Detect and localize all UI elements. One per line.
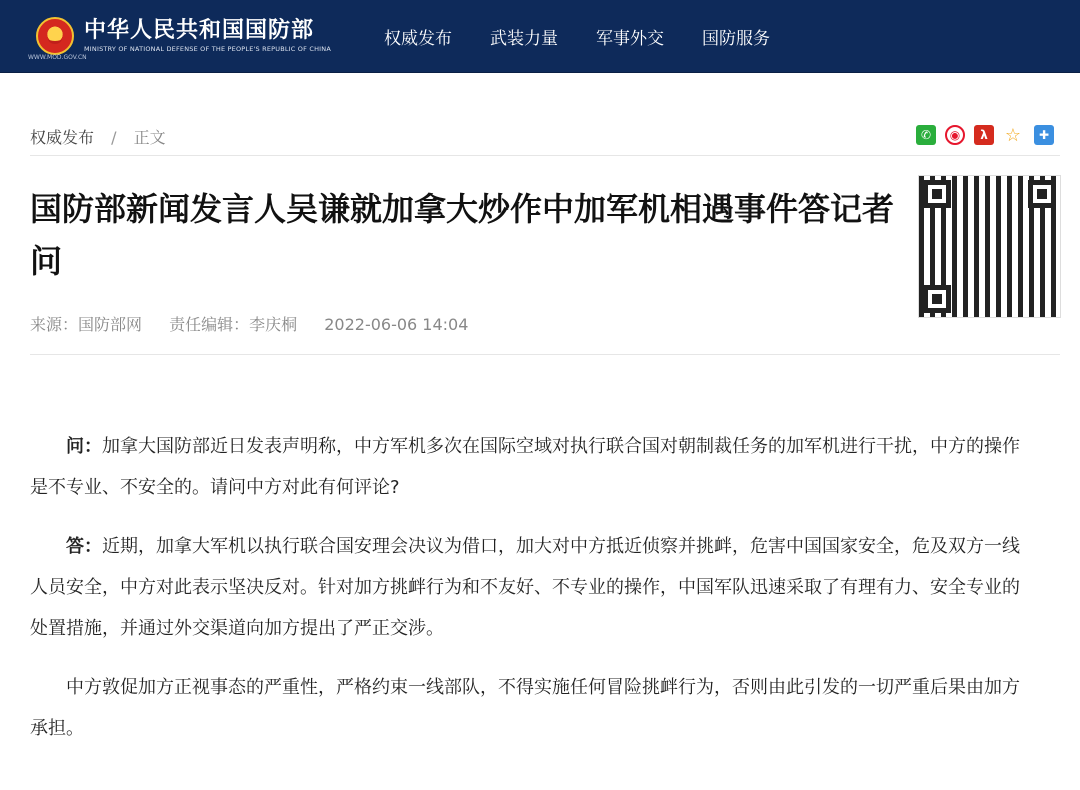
article-source: 来源：国防部网 [30,315,143,334]
nav-item-military-diplomacy[interactable]: 军事外交 [596,28,664,49]
wechat-icon[interactable]: ✆ [916,125,936,145]
site-header [0,0,1080,73]
question-label: 问： [66,436,102,457]
national-emblem-icon [36,17,74,55]
site-name: 中华人民共和国国防部 [84,17,315,43]
breadcrumb-current: 正文 [133,128,166,147]
breadcrumb-section-link[interactable]: 权威发布 [30,128,95,147]
divider [30,354,1060,355]
article-title: 国防部新闻发言人吴谦就加拿大炒作中加军机相遇事件答记者问 [30,190,895,280]
article-datetime: 2022-06-06 14:04 [324,315,469,334]
paragraph-answer [30,526,1030,649]
renren-icon[interactable]: λ [974,125,994,145]
article-meta [30,312,490,335]
site-name-en: MINISTRY OF NATIONAL DEFENSE OF THE PEOPLE'S REPUBLIC OF CHINA [84,44,331,53]
paragraph-question [30,426,1030,508]
favorite-icon[interactable]: ☆ [1004,124,1022,146]
site-url: WWW.MOD.GOV.CN [28,54,87,61]
main-nav [384,24,808,49]
share-bar [916,125,1063,145]
divider [30,155,1060,156]
answer-label: 答： [66,536,102,557]
article-body [30,426,1030,767]
breadcrumb-separator: / [111,128,117,147]
paragraph-closing [30,667,1030,749]
nav-item-defense-services[interactable]: 国防服务 [702,28,770,49]
article-editor: 责任编辑：李庆桐 [169,315,298,334]
answer-text: 近期，加拿大军机以执行联合国安理会决议为借口，加大对中方抵近侦察并挑衅，危害中国国家安全，危及双方一线人员安全，中方对此表示坚决反对。针对加方挑衅行为和不友好、不专业的操作，中国军队迅速采取了有理有力、安全专业的处置措施，并通过外交渠道向加方提出了严正交涉。 [30,536,1020,639]
nav-item-authoritative-release[interactable]: 权威发布 [384,28,452,49]
nav-item-armed-forces[interactable]: 武装力量 [490,28,558,49]
share-more-icon[interactable]: ✚ [1034,125,1054,145]
site-logo[interactable] [36,17,354,55]
closing-text: 中方敦促加方正视事态的严重性，严格约束一线部队，不得实施任何冒险挑衅行为，否则由此引发的一切严重后果由加方承担。 [30,677,1020,739]
breadcrumb [30,125,166,148]
question-text: 加拿大国防部近日发表声明称，中方军机多次在国际空域对执行联合国对朝制裁任务的加军机进行干扰，中方的操作是不专业、不安全的。请问中方对此有何评论? [30,436,1020,498]
weibo-icon[interactable]: ◉ [945,125,965,145]
qr-code [918,175,1061,318]
